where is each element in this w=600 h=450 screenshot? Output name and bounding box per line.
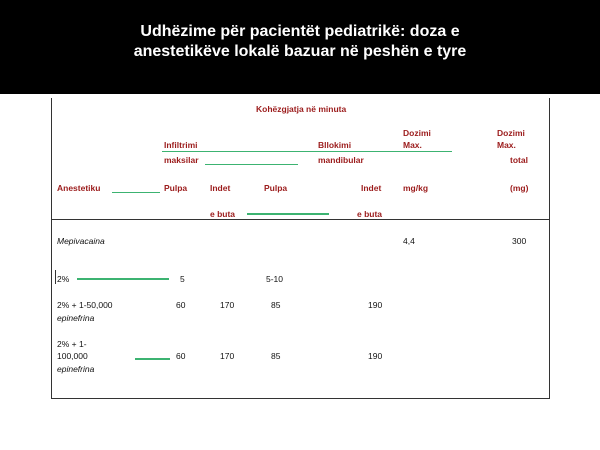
row-mepivacaine-max-total: 300 — [512, 236, 527, 246]
row-3-soft-block: 190 — [368, 300, 383, 310]
row-3-name-line-1: 2% + 1-50,000 — [57, 300, 113, 310]
slide-header — [0, 0, 600, 94]
slide-title-line-2: anestetikëve lokalë bazuar në peshën e tyre — [133, 43, 467, 60]
pulp-block-header: Pulpa — [264, 183, 288, 193]
row-2-underline — [77, 278, 169, 280]
row-4-pulp-infiltration: 60 — [176, 351, 186, 361]
dosage-table — [51, 98, 550, 399]
slide-title — [0, 22, 600, 62]
lip-infiltration-header: e buta — [210, 209, 236, 219]
row-4-name-line-1: 2% + 1- — [57, 339, 87, 349]
header-underline-4 — [247, 213, 329, 215]
row-4-underline — [135, 358, 170, 360]
row-4-soft-block: 190 — [368, 351, 383, 361]
max-dose-1-unit-label: Max. — [403, 140, 422, 150]
infiltration-header: Infiltrimi — [164, 140, 198, 150]
mandibular-header: mandibular — [318, 155, 364, 165]
total-header: total — [510, 155, 528, 165]
row-3-pulp-infiltration: 60 — [176, 300, 186, 310]
row-4-soft-infiltration: 170 — [220, 351, 235, 361]
row-2-pulp-infiltration: 5 — [180, 274, 185, 284]
row-mepivacaine-mg-per-kg: 4,4 — [403, 236, 415, 246]
row-4-name-line-3: epinefrina — [57, 364, 95, 374]
soft-tissue-infiltration-header: Indet — [210, 183, 231, 193]
row-4-name-line-2: 100,000 — [57, 351, 88, 361]
slide-content — [0, 94, 600, 450]
header-underline-1 — [162, 151, 452, 152]
lip-block-header: e buta — [357, 209, 383, 219]
row-2-pulp-block: 5-10 — [266, 274, 284, 284]
max-dose-2-label: Dozimi — [497, 128, 525, 138]
row-3-name-line-2: epinefrina — [57, 313, 95, 323]
soft-tissue-block-header: Indet — [361, 183, 382, 193]
duration-header: Kohëzgjatja në minuta — [256, 104, 347, 114]
text-cursor — [55, 270, 56, 284]
anesthetic-header: Anestetiku — [57, 183, 101, 193]
slide-title-line-1: Udhëzime për pacientët pediatrikë: doza e — [140, 23, 460, 40]
pulp-infiltration-header: Pulpa — [164, 183, 188, 193]
mg-per-kg-header: mg/kg — [403, 183, 429, 193]
row-mepivacaine-name: Mepivacaina — [57, 236, 105, 246]
row-2-name: 2% — [57, 274, 70, 284]
header-underline-3 — [112, 192, 160, 193]
row-3-soft-infiltration: 170 — [220, 300, 235, 310]
header-separator — [51, 219, 549, 220]
mg-header: (mg) — [510, 183, 529, 193]
block-header: Bllokimi — [318, 140, 352, 150]
row-3-pulp-block: 85 — [271, 300, 281, 310]
header-underline-2 — [205, 164, 298, 165]
row-4-pulp-block: 85 — [271, 351, 281, 361]
maxillary-header: maksilar — [164, 155, 199, 165]
max-dose-1-label: Dozimi — [403, 128, 431, 138]
max-dose-2-unit-label: Max. — [497, 140, 516, 150]
